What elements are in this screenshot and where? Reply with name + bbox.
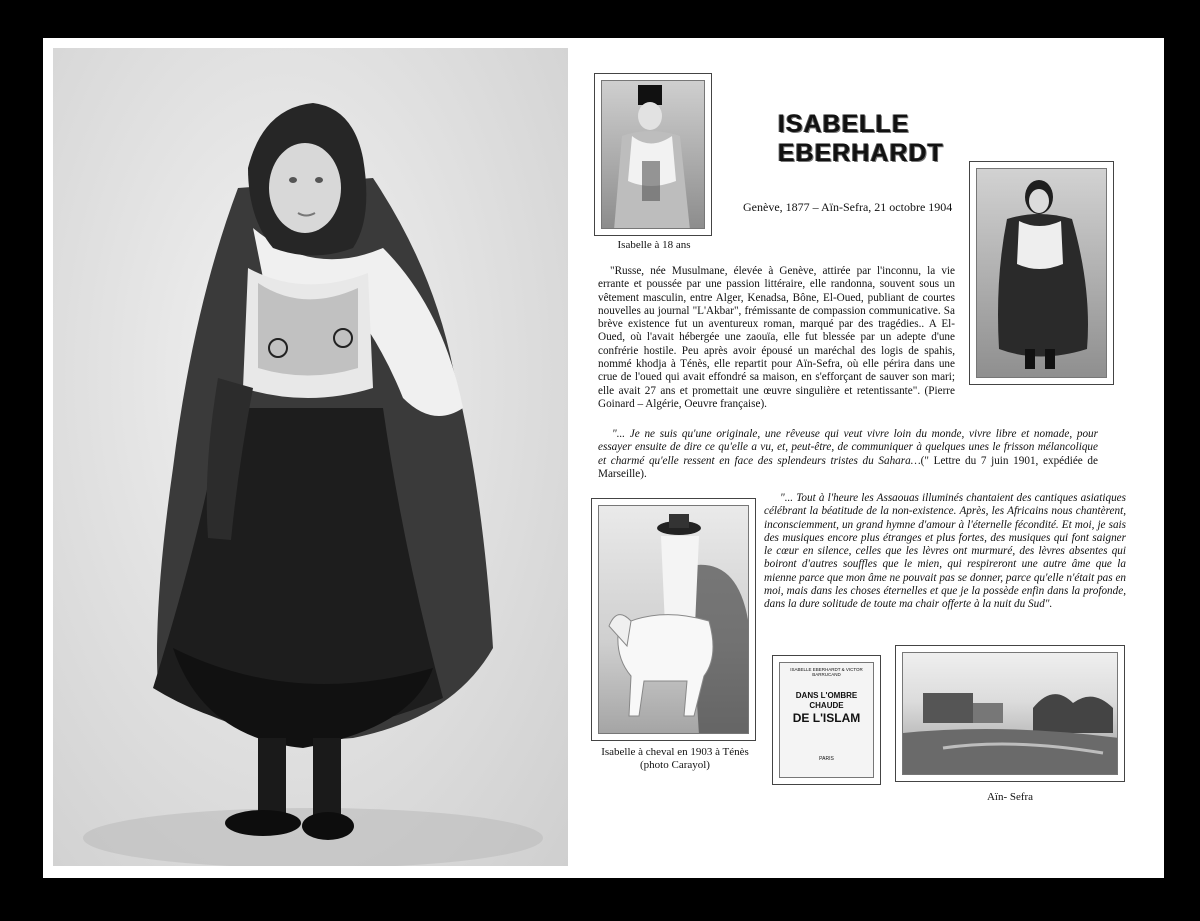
caption-ain-sefra: Aïn- Sefra — [986, 791, 1034, 803]
book-cover — [772, 655, 881, 785]
book-title-line2: DE L'ISLAM — [792, 711, 861, 725]
page-title: ISABELLE EBERHARDT — [778, 110, 944, 167]
photo-ain-sefra — [895, 645, 1125, 782]
quote-letter-1901 — [598, 428, 1098, 481]
quote-letter-text: "... Je ne suis qu'une originale, une rêveuse qui veut vivre loin du monde, vivre libre et nomade, pour essayer ensuite de dire ce qu'elle a vu, et, peut-être, de communiquer à quelques unes le frisson mélancolique et charmé qu'elle ressent en face des splendeurs tristes du Sahara… — [598, 428, 1098, 467]
quote-letter-source: (" Lettre du 7 juin 1901, expédiée de Marseille). — [598, 454, 1098, 480]
caption-horse-line1: Isabelle à cheval en 1903 à Ténès — [601, 746, 749, 758]
photo-isabelle-18 — [594, 73, 712, 236]
quote-assaouas: "... Tout à l'heure les Assaouas illuminés chantaient des cantiques asiatiques célébrant la béatitude de la non-existence. Après, les Africains nous chantèrent, inconsciemment, un grand hymne d'amour à l'éternelle fécondité. Et moi, je sais des musiques encore plus étranges et plus fortes, des musiques qui font saigner le cœur en silence, celles que les lèvres ont murmuré, des lèvres absentes qui boiront d'autres souffles que le mien, qui respireront une autre âme que la mienne parce que mon âme ne pouvait pas se donner, parce qu'elle n'était pas en moi, mais dans les choses éternelles et que je la possède enfin dans la profonde, dans la dure solitude de toute ma chair offerte à la nuit du Sud". — [764, 492, 1126, 611]
book-title-line1: DANS L'OMBRE CHAUDE — [795, 691, 858, 710]
document-sheet — [43, 38, 1164, 878]
portrait-photo-large — [53, 48, 568, 866]
biography-paragraph: "Russe, née Musulmane, élevée à Genève, attirée par l'inconnu, la vie errante et poussée par une passion littéraire, elle randonna, souvent sous un vêtement masculin, entre Alger, Kenadsa, Bône, El-Oued, publiant de courtes nouvelles au journal "L'Akbar", frémissante de compassion communicative. Sa brève existence fut un aventureux roman, marqué par des tragédies.. A El-Oued, où l'avait hébergée une zaouïa, elle fut blessée par un adepte d'une confrérie hostile. Peu après avoir épousé un maréchal des logis de spahis, nommé khodja à Ténès, elle repartit pour Aïn-Sefra, où elle périra dans une crue de l'oued qui avait effondré sa maison, en s'efforçant de sauver son mari; elle avait 27 ans et promettait une œuvre singulière et retentissante". (Pierre Goinard – Algérie, Oeuvre française). — [598, 265, 955, 410]
book-author: ISABELLE EBERHARDT & VICTOR BARRUCAND — [790, 667, 863, 677]
photo-horse-tenes — [591, 498, 756, 741]
book-publisher: PARIS — [819, 756, 834, 762]
caption-horse-line2: (photo Carayol) — [640, 759, 710, 771]
caption-photo-18: Isabelle à 18 ans — [617, 239, 691, 251]
subtitle-dates: Genève, 1877 – Aïn-Sefra, 21 octobre 1904 — [743, 200, 953, 214]
photo-standing-portrait — [969, 161, 1114, 385]
caption-horse — [591, 746, 759, 772]
